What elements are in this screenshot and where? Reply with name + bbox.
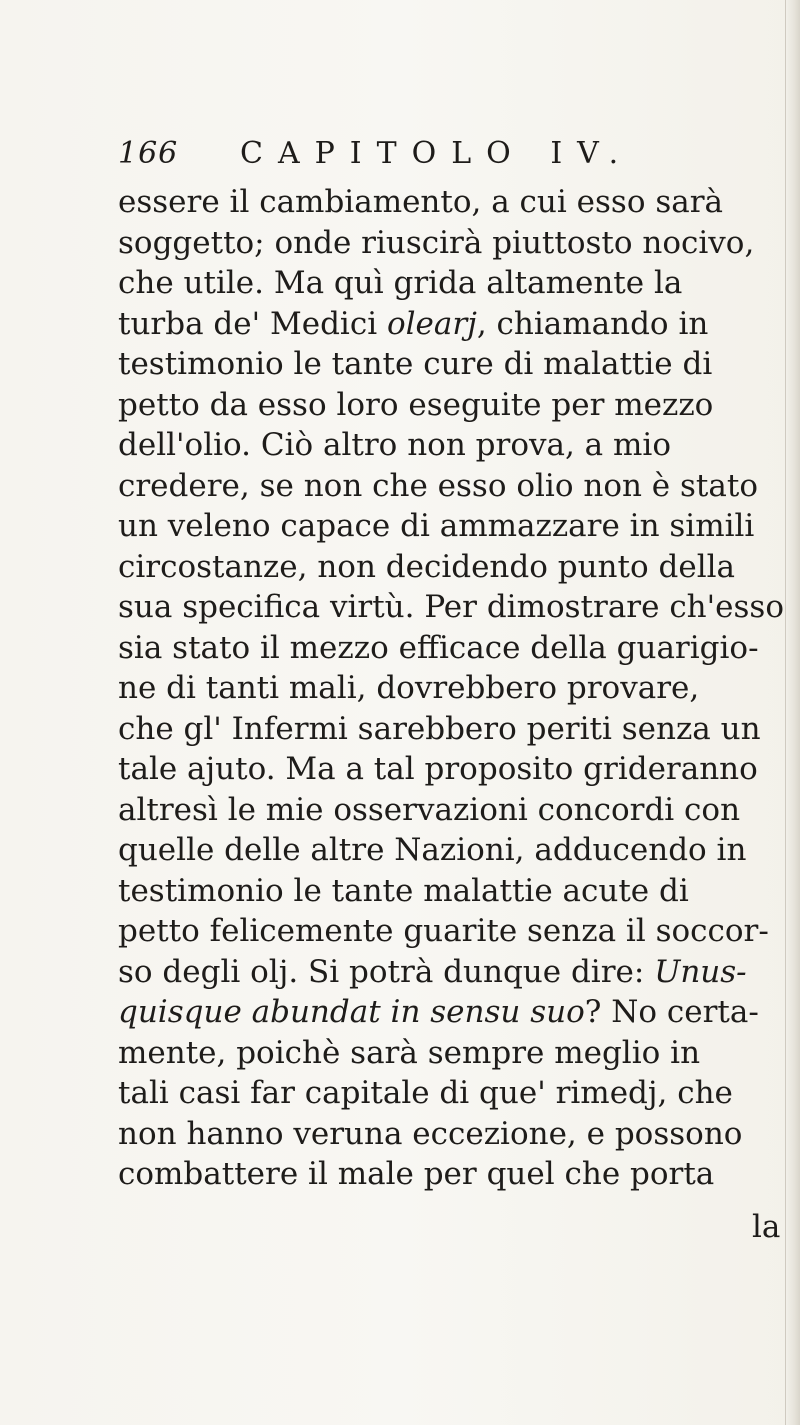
text-line: petto felicemente guarite senza il soccor- (118, 913, 769, 949)
line-text: quisque abundat in sensu suo? No certa- (118, 994, 759, 1030)
text-line: ne di tanti mali, dovrebbero provare, (118, 670, 700, 706)
text-line: altresì le mie osservazioni concordi con (118, 791, 741, 828)
line-text: turba de' Medici olearj, chiamando in (118, 305, 709, 342)
line-text: so degli olj. Si potrà dunque dire: Unus- (118, 953, 747, 990)
catchword: la (752, 1209, 781, 1245)
text-line: quelle delle altre Nazioni, adducendo in (118, 832, 747, 868)
text-line (118, 992, 784, 1033)
text-line: sia stato il mezzo efficace della guarigio- (118, 629, 759, 666)
page-number: 166 (118, 136, 179, 171)
text-line: che utile. Ma quì grida altamente la (118, 265, 683, 301)
body-text (118, 182, 784, 1195)
page-edge-shadow (785, 0, 800, 1425)
text-line: combattere il male per quel che porta (118, 1156, 715, 1192)
text-line: testimonio le tante malattie acute di (118, 872, 689, 909)
italic-word: Unus- (654, 953, 747, 990)
text-line: soggetto; onde riuscirà piuttosto nocivo, (118, 224, 755, 261)
text-line: sua specifica virtù. Per dimostrare ch'esso (118, 589, 785, 625)
text-line: dell'olio. Ciò altro non prova, a mio (118, 427, 671, 463)
text-line: petto da esso loro eseguite per mezzo (118, 386, 714, 423)
text-line: che gl' Infermi sarebbero periti senza un (118, 710, 761, 747)
text-line: mente, poichè sarà sempre meglio in (118, 1034, 701, 1071)
text-line: tale ajuto. Ma a tal proposito grideranno (118, 751, 758, 787)
text-line: credere, se non che esso olio non è stato (118, 467, 758, 504)
text-line: un veleno capace di ammazzare in simili (118, 508, 755, 544)
italic-phrase: quisque abundat in sensu suo (118, 994, 585, 1030)
text-line (118, 304, 784, 345)
text-line (118, 952, 784, 993)
text-line: non hanno veruna eccezione, e possono (118, 1115, 743, 1152)
text-line: circostanze, non decidendo punto della (118, 548, 736, 585)
text-line: tali casi far capitale di que' rimedj, che (118, 1075, 733, 1111)
running-head: CAPITOLO IV. (240, 136, 634, 171)
text-line: testimonio le tante cure di malattie di (118, 346, 713, 382)
text-line: essere il cambiamento, a cui esso sarà (118, 184, 724, 220)
italic-word: olearj (386, 305, 477, 342)
page-header (118, 136, 678, 176)
